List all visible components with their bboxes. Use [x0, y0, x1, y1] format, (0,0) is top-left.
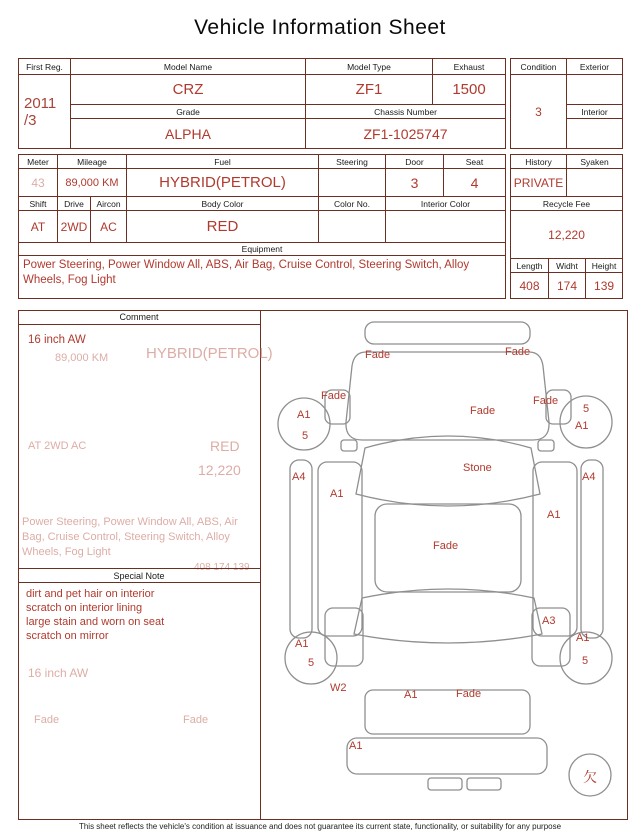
- bleed-through-text: Power Steering, Power Window All, ABS, Air Bag, Cruise Control, Steering Switch, Alloy Wheels, Fog Light: [22, 516, 238, 558]
- diagram-label: Fade: [470, 405, 496, 417]
- interior-label: Interior: [567, 105, 623, 119]
- rear-window-outline: [354, 589, 542, 643]
- diagram-label: Fade: [433, 540, 459, 552]
- width-label: Widht: [549, 259, 586, 273]
- model-type-label: Model Type: [306, 59, 433, 75]
- interior-value-cell: [567, 119, 623, 149]
- page-title: Vehicle Information Sheet: [194, 16, 446, 39]
- chassis-number-value: ZF1-1025747: [306, 119, 506, 149]
- grade-label: Grade: [71, 105, 306, 119]
- diagram-label: A1: [349, 740, 363, 752]
- bleed-through-text: 89,000 KM: [55, 352, 109, 364]
- front-bumper-outline: [365, 322, 530, 344]
- special-note-line: scratch on mirror: [26, 630, 109, 642]
- diagram-label: A1: [297, 409, 311, 421]
- exhaust-label: Exhaust: [433, 59, 506, 75]
- right-sill-outline: [581, 460, 603, 638]
- diagram-label: A1: [330, 488, 344, 500]
- right-door-outline: [533, 462, 577, 636]
- diagram-label: Fade: [456, 688, 482, 700]
- model-type-value: ZF1: [306, 75, 433, 105]
- diagram-label: W2: [330, 682, 347, 694]
- car-top-view-drawing: [265, 310, 628, 820]
- diagram-label: Fade: [533, 395, 559, 407]
- left-sill-outline: [290, 460, 312, 638]
- door-value: 3: [386, 169, 444, 197]
- door-label: Door: [386, 155, 444, 169]
- history-table: [510, 154, 623, 299]
- diagram-label: A1: [576, 632, 590, 644]
- aircon-label: Aircon: [91, 197, 127, 211]
- drive-value: 2WD: [58, 211, 91, 243]
- diagram-label: A3: [542, 615, 556, 627]
- recycle-fee-label: Recycle Fee: [511, 197, 623, 211]
- seat-value: 4: [444, 169, 506, 197]
- comment-header: Comment: [18, 310, 260, 325]
- interior-color-label: Interior Color: [386, 197, 506, 211]
- condition-label: Condition: [511, 59, 567, 75]
- chassis-number-label: Chassis Number: [306, 105, 506, 119]
- diagram-label: A1: [295, 638, 309, 650]
- mileage-label: Mileage: [58, 155, 127, 169]
- steering-value: [319, 169, 386, 197]
- model-name-label: Model Name: [71, 59, 306, 75]
- vehicle-diagram: [265, 310, 628, 820]
- condition-table: [510, 58, 623, 149]
- special-note-line: dirt and pet hair on interior: [26, 588, 155, 600]
- bleed-through-text: HYBRID(PETROL): [146, 345, 273, 362]
- model-name-value: CRZ: [71, 75, 306, 105]
- fuel-label: Fuel: [127, 155, 319, 169]
- left-mirror-outline: [341, 440, 357, 451]
- equipment-value: Power Steering, Power Window All, ABS, Air Bag, Cruise Control, Steering Switch, Alloy Wheels, Fog Light: [19, 256, 506, 299]
- special-note-line: scratch on interior lining: [26, 602, 143, 614]
- drive-label: Drive: [58, 197, 91, 211]
- registration-table: [18, 58, 506, 149]
- bleed-through-text: AT 2WD AC: [28, 440, 87, 452]
- comment-text: 16 inch AW: [28, 334, 86, 346]
- diagram-label: Fade: [365, 349, 391, 361]
- diagram-label: Fade: [505, 346, 531, 358]
- exterior-label: Exterior: [567, 59, 623, 75]
- first-reg-label: First Reg.: [19, 59, 71, 75]
- body-color-label: Body Color: [127, 197, 319, 211]
- first-reg-value: [19, 75, 71, 149]
- diagram-label: 5: [583, 403, 590, 415]
- bleed-through-text: Fade: [183, 714, 209, 726]
- diagram-label: 5: [302, 430, 309, 442]
- meter-label: Meter: [19, 155, 58, 169]
- comment-panel: [18, 310, 273, 820]
- shift-label: Shift: [19, 197, 58, 211]
- recycle-fee-value: 12,220: [511, 211, 623, 259]
- first-reg-year: 2011: [24, 94, 57, 112]
- diagram-label: A1: [547, 509, 561, 521]
- first-reg-month: /3: [24, 111, 37, 129]
- special-note-header: Special Note: [18, 568, 260, 583]
- equipment-label: Equipment: [19, 243, 506, 256]
- missing-part-label: 欠: [583, 769, 597, 785]
- rear-bumper-outline: [347, 738, 547, 774]
- bleed-through-text: Fade: [34, 714, 60, 726]
- diagram-label: A1: [404, 689, 418, 701]
- exterior-value-cell: [567, 75, 623, 105]
- length-value: 408: [511, 273, 549, 299]
- body-color-value: RED: [127, 211, 319, 243]
- diagram-label: A4: [292, 471, 306, 483]
- diagram-label: 5: [308, 657, 315, 669]
- license-plate-outline: [467, 778, 501, 790]
- mileage-value: 89,000 KM: [58, 169, 127, 197]
- exhaust-value: 1500: [433, 75, 506, 105]
- length-label: Length: [511, 259, 549, 273]
- steering-label: Steering: [319, 155, 386, 169]
- front-left-wheel-outline: [278, 398, 330, 450]
- condition-value: 3: [511, 75, 567, 149]
- height-value: 139: [586, 273, 623, 299]
- bleed-through-text: 16 inch AW: [28, 666, 89, 680]
- special-note-line: large stain and worn on seat: [26, 616, 165, 628]
- color-no-value: [319, 211, 386, 243]
- syaken-value: [567, 169, 623, 197]
- special-note-text: [26, 587, 164, 643]
- grade-value: ALPHA: [71, 119, 306, 149]
- history-value: PRIVATE: [511, 169, 567, 197]
- bleed-through-text: 408 174 139: [194, 562, 250, 573]
- seat-label: Seat: [444, 155, 506, 169]
- fuel-value: HYBRID(PETROL): [127, 169, 319, 197]
- shift-value: AT: [19, 211, 58, 243]
- history-label: History: [511, 155, 567, 169]
- aircon-value: AC: [91, 211, 127, 243]
- diagram-label: Fade: [321, 390, 347, 402]
- disclaimer-text: This sheet reflects the vehicle's condition at issuance and does not guarantee its current state, functionality, or suitability for any purpose: [78, 822, 562, 831]
- diagram-label: A1: [575, 420, 589, 432]
- right-mirror-outline: [538, 440, 554, 451]
- interior-color-value: [386, 211, 506, 243]
- bleed-through-text: 12,220: [198, 462, 241, 478]
- license-plate-outline: [428, 778, 462, 790]
- meter-value: 43: [19, 169, 58, 197]
- color-no-label: Color No.: [319, 197, 386, 211]
- diagram-label: Stone: [463, 462, 492, 474]
- diagram-label: A4: [582, 471, 596, 483]
- diagram-label: 5: [582, 655, 589, 667]
- hood-outline: [346, 352, 549, 440]
- width-value: 174: [549, 273, 586, 299]
- spec-table: [18, 154, 506, 299]
- windshield-outline: [356, 436, 540, 506]
- bleed-through-text: RED: [210, 438, 240, 454]
- height-label: Height: [586, 259, 623, 273]
- trunk-outline: [365, 690, 530, 734]
- syaken-label: Syaken: [567, 155, 623, 169]
